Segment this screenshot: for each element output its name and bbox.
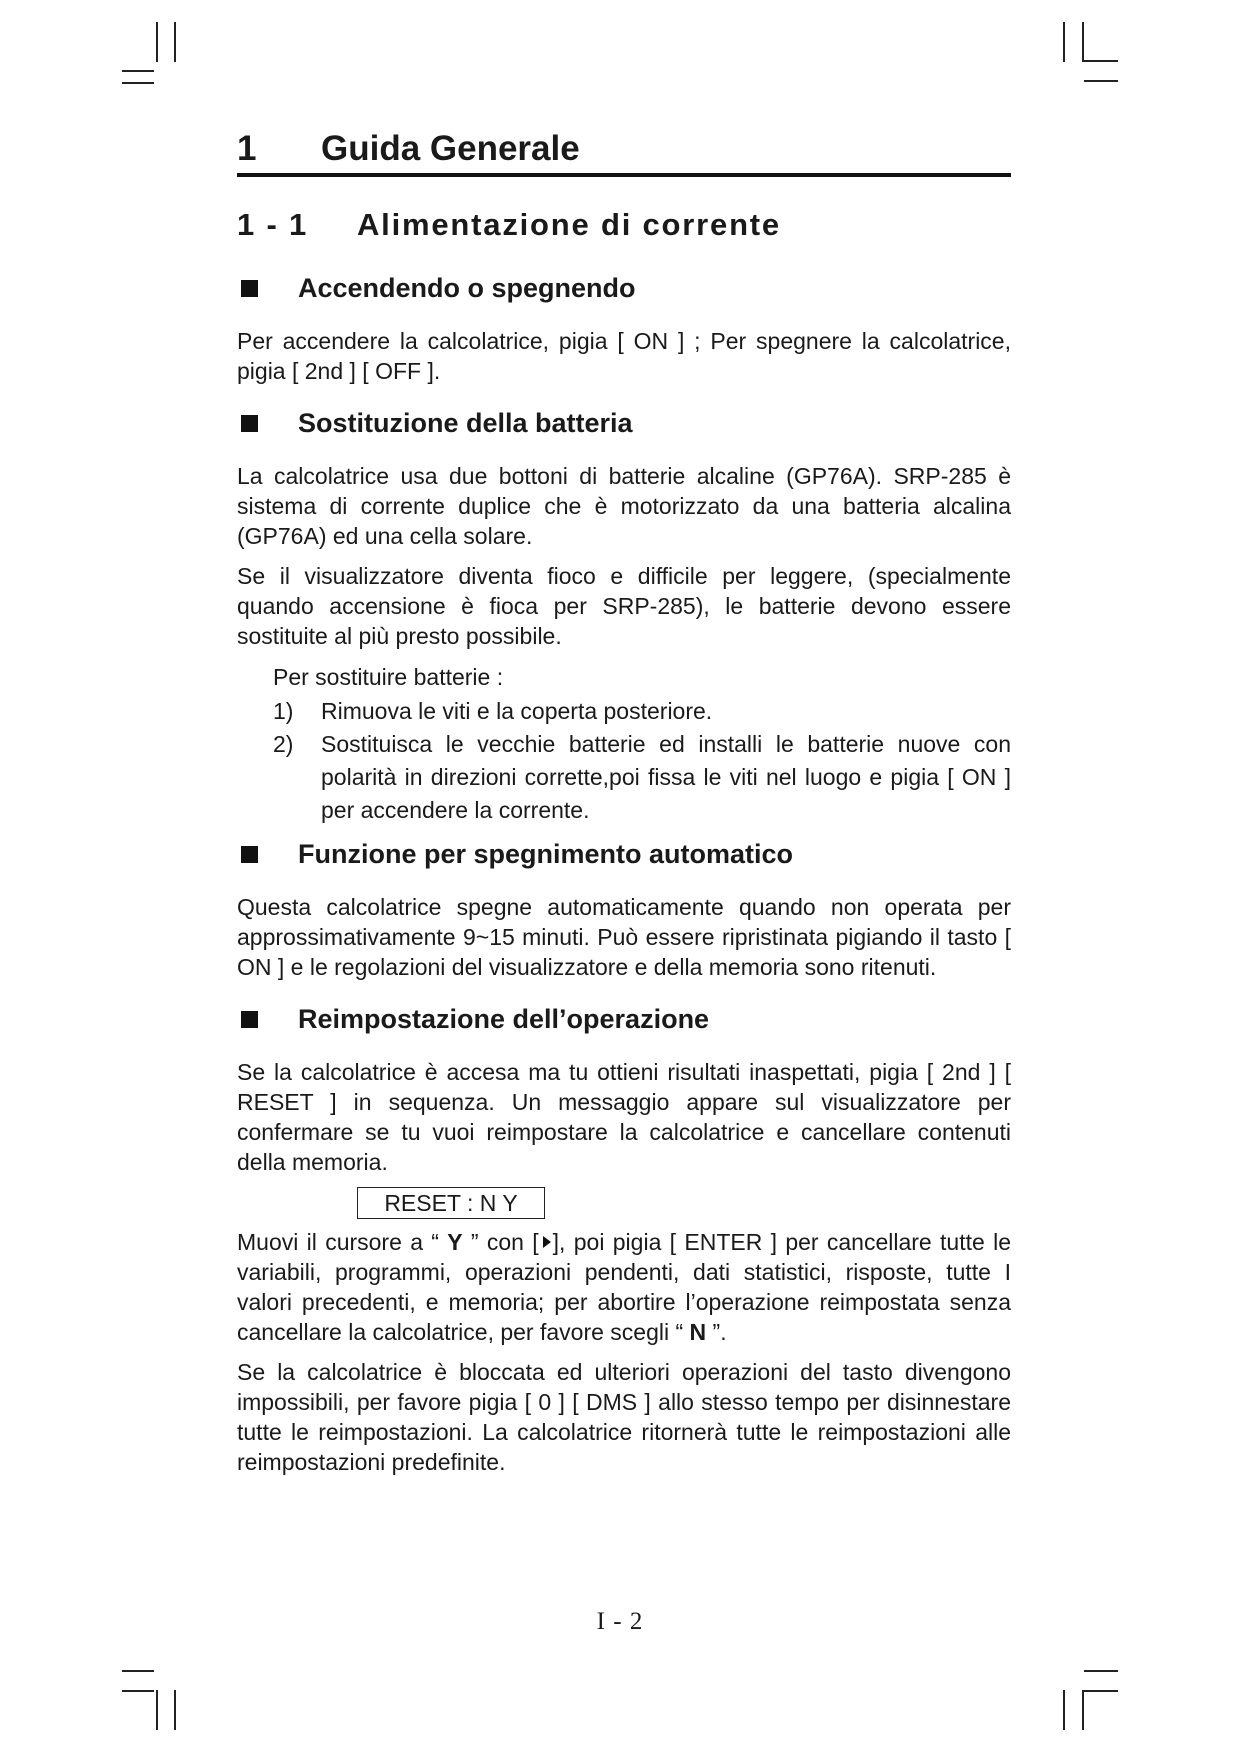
text-run: ], poi pigia [ ENTER ] per cancellare tutte le variabili, programmi, operazioni pendenti, dati statistici, risposte, tutte I valori precedenti, e memoria; per abortire l’operazione reimpostata senza cancellare la calcolatrice, per favore scegli “ bbox=[237, 1228, 1011, 1345]
square-bullet-icon bbox=[241, 1011, 258, 1028]
crop-mark bbox=[1082, 22, 1084, 62]
step-text: Rimuova le viti e la coperta posteriore. bbox=[321, 697, 713, 724]
crop-mark bbox=[122, 70, 154, 72]
step-number: 2) bbox=[273, 730, 294, 757]
reset-display-box: RESET : N Y bbox=[357, 1187, 545, 1219]
crop-mark bbox=[174, 1690, 176, 1730]
section-heading: Alimentazione di corrente bbox=[357, 206, 781, 242]
text-run: ” con [ bbox=[462, 1228, 539, 1255]
crop-mark bbox=[174, 22, 176, 62]
crop-mark bbox=[156, 1690, 158, 1730]
subheading-reset-label: Reimpostazione dell’operazione bbox=[298, 1003, 710, 1034]
subheading-autooff-label: Funzione per spegnimento automatico bbox=[298, 838, 794, 869]
battery-step bbox=[273, 728, 1011, 827]
power-text: Per accendere la calcolatrice, pigia [ ON ] ; Per spegnere la calcolatrice, pigia [ 2nd ] [ OFF ]. bbox=[237, 327, 1011, 384]
chapter-number: 1 bbox=[237, 129, 257, 168]
subheading-battery bbox=[237, 408, 1011, 439]
crop-mark bbox=[1084, 1690, 1118, 1692]
crop-mark bbox=[1082, 1690, 1084, 1730]
battery-paragraph-2: Se il visualizzatore diventa fioco e difficile per leggere, (specialmente quando accensione è fioca per SRP-285), le batterie devono essere sostituite al più presto possibile. bbox=[237, 562, 1011, 649]
crop-mark bbox=[122, 1690, 154, 1692]
battery-paragraph-1: La calcolatrice usa due bottoni di batterie alcaline (GP76A). SRP-285 è sistema di corrente duplice che è motorizzato da una batteria alcalina (GP76A) ed una cella solare. bbox=[237, 462, 1011, 549]
crop-mark bbox=[1084, 60, 1118, 62]
battery-step bbox=[273, 695, 1011, 728]
reset-paragraph-2 bbox=[237, 1227, 1011, 1347]
square-bullet-icon bbox=[241, 846, 258, 863]
step-number: 1) bbox=[273, 697, 294, 724]
subheading-battery-label: Sostituzione della batteria bbox=[298, 407, 633, 438]
subheading-power-label: Accendendo o spegnendo bbox=[298, 272, 636, 303]
key-n: N bbox=[689, 1318, 707, 1345]
crop-mark bbox=[1063, 22, 1065, 62]
right-triangle-icon bbox=[543, 1236, 551, 1248]
text-run: ”. bbox=[706, 1318, 727, 1345]
crop-mark bbox=[1084, 80, 1118, 82]
key-y: Y bbox=[447, 1228, 463, 1255]
subheading-power bbox=[237, 273, 1011, 304]
subheading-reset bbox=[237, 1004, 1011, 1035]
step-text: Sostituisca le vecchie batterie ed installi le batterie nuove con polarità in direzioni corrette,poi fissa le viti nel luogo e pigia [ ON ] per accendere la corrente. bbox=[321, 730, 1011, 823]
reset-paragraph-3: Se la calcolatrice è bloccata ed ulteriori operazioni del tasto divengono impossibili, per favore pigia [ 0 ] [ DMS ] allo stesso tempo per disinnestare tutte le reimpostazioni. La calcolatrice ritornerà tutte le reimpostazioni alle reimpostazioni predefinite. bbox=[237, 1358, 1011, 1475]
chapter-heading: Guida Generale bbox=[321, 129, 580, 168]
text-run: Muovi il cursore a “ bbox=[237, 1228, 448, 1255]
square-bullet-icon bbox=[241, 415, 258, 432]
page-content bbox=[237, 130, 1011, 1487]
crop-mark bbox=[1084, 1670, 1118, 1672]
section-title bbox=[237, 207, 1011, 243]
crop-mark bbox=[122, 82, 154, 84]
battery-steps-intro: Per sostituire batterie : bbox=[273, 663, 504, 690]
square-bullet-icon bbox=[241, 280, 258, 297]
section-number: 1 - 1 bbox=[237, 206, 309, 242]
chapter-title bbox=[237, 130, 1011, 177]
crop-mark bbox=[122, 1670, 154, 1672]
crop-mark bbox=[1063, 1690, 1065, 1730]
reset-paragraph-1: Se la calcolatrice è accesa ma tu ottieni risultati inaspettati, pigia [ 2nd ] [ RESET ] in sequenza. Un messaggio appare sul visualizzatore per confermare se tu vuoi reimpostare la calcolatrice e cancellare contenuti della memoria. bbox=[237, 1058, 1011, 1175]
subheading-autooff bbox=[237, 839, 1011, 870]
autooff-text: Questa calcolatrice spegne automaticamente quando non operata per approssimativamente 9~15 minuti. Può essere ripristinata pigiando il tasto [ ON ] e le regolazioni del visualizzatore e della memoria sono ritenuti. bbox=[237, 893, 1011, 980]
crop-mark bbox=[156, 22, 158, 62]
page-number: I - 2 bbox=[596, 1608, 644, 1635]
